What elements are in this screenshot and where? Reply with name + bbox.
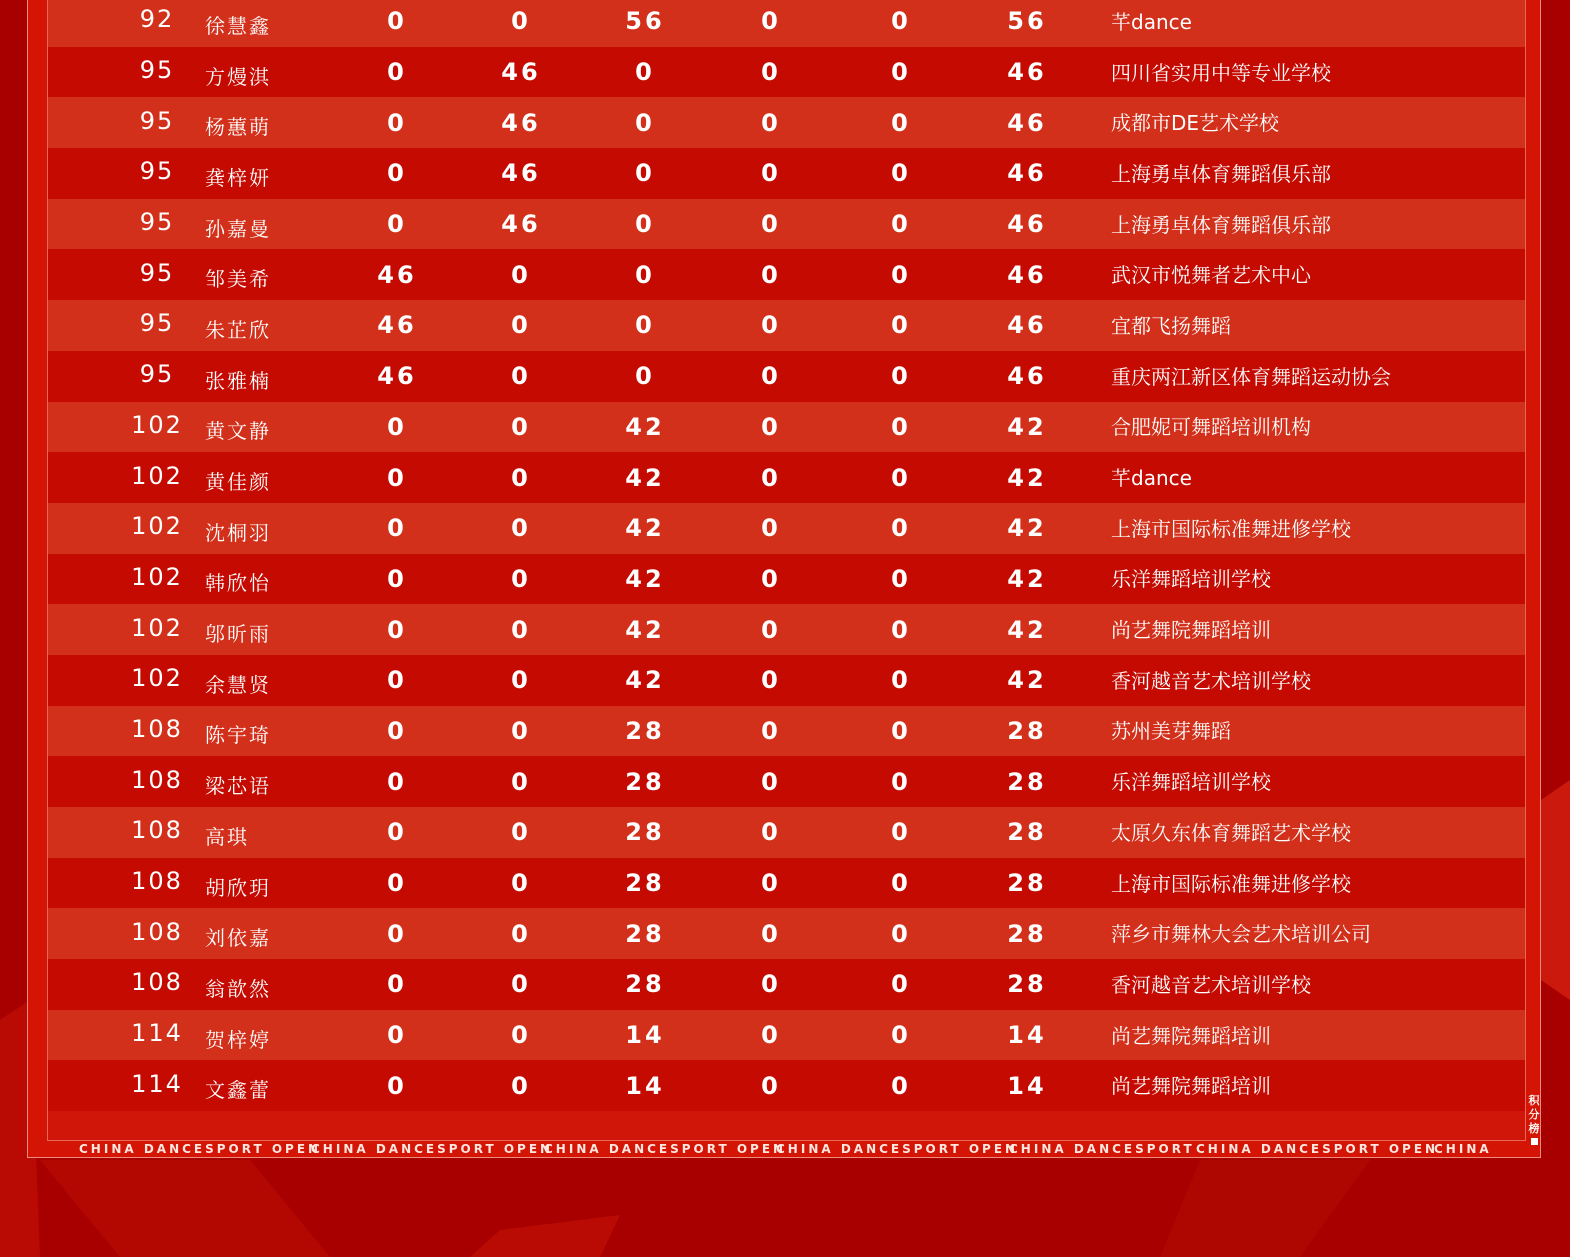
- score-1: 0: [387, 919, 407, 948]
- organization: 尚艺舞院舞蹈培训: [1111, 618, 1271, 643]
- score-1: 0: [387, 615, 407, 644]
- athlete-name: 高琪: [205, 824, 249, 849]
- total-score: 28: [1007, 869, 1047, 898]
- score-2: 46: [501, 210, 541, 239]
- side-label-char: 榜: [1528, 1122, 1540, 1135]
- score-4: 0: [761, 463, 781, 492]
- athlete-name: 陈宇琦: [205, 723, 271, 748]
- organization: 上海市国际标准舞进修学校: [1111, 871, 1351, 896]
- rank-cell: 108: [131, 714, 183, 743]
- table-row: [48, 249, 1525, 300]
- score-4: 0: [761, 58, 781, 87]
- score-1: 0: [387, 58, 407, 87]
- score-5: 0: [891, 412, 911, 441]
- organization: 芊dance: [1111, 9, 1192, 34]
- total-score: 46: [1007, 58, 1047, 87]
- score-3: 28: [625, 970, 665, 999]
- athlete-name: 杨蕙萌: [205, 115, 271, 140]
- score-1: 0: [387, 818, 407, 847]
- organization: 萍乡市舞林大会艺术培训公司: [1111, 922, 1371, 947]
- table-row: [48, 148, 1525, 199]
- total-score: 46: [1007, 260, 1047, 289]
- table-row: [48, 908, 1525, 959]
- score-5: 0: [891, 362, 911, 391]
- organization: 宜都飞扬舞蹈: [1111, 313, 1231, 338]
- rank-cell: 95: [139, 106, 175, 135]
- athlete-name: 翁歆然: [205, 976, 271, 1001]
- score-5: 0: [891, 615, 911, 644]
- table-row: [48, 706, 1525, 757]
- organization: 乐洋舞蹈培训学校: [1111, 770, 1271, 795]
- score-4: 0: [761, 412, 781, 441]
- athlete-name: 余慧贤: [205, 672, 271, 697]
- score-1: 0: [387, 7, 407, 36]
- athlete-name: 邹美希: [205, 267, 271, 292]
- score-4: 0: [761, 818, 781, 847]
- score-2: 0: [511, 7, 531, 36]
- score-1: 0: [387, 159, 407, 188]
- score-3: 42: [625, 412, 665, 441]
- score-5: 0: [891, 970, 911, 999]
- score-2: 0: [511, 1021, 531, 1050]
- table-row: [48, 1010, 1525, 1061]
- table-row: [48, 604, 1525, 655]
- square-icon: [1531, 1138, 1538, 1145]
- score-5: 0: [891, 818, 911, 847]
- rank-cell: 92: [139, 5, 175, 34]
- organization: 香河越音艺术培训学校: [1111, 972, 1311, 997]
- total-score: 28: [1007, 818, 1047, 847]
- organization: 四川省实用中等专业学校: [1111, 60, 1331, 85]
- athlete-name: 文鑫蕾: [205, 1078, 271, 1103]
- total-score: 42: [1007, 615, 1047, 644]
- table-row: [48, 858, 1525, 909]
- score-1: 0: [387, 514, 407, 543]
- score-3: 0: [635, 260, 655, 289]
- rank-cell: 102: [131, 613, 183, 642]
- score-3: 42: [625, 514, 665, 543]
- ticker-text: CHINA DANCESPORT OPEN: [311, 1142, 554, 1156]
- total-score: 46: [1007, 362, 1047, 391]
- total-score: 46: [1007, 159, 1047, 188]
- score-2: 46: [501, 159, 541, 188]
- rank-cell: 95: [139, 360, 175, 389]
- organization: 合肥妮可舞蹈培训机构: [1111, 415, 1311, 440]
- score-1: 0: [387, 1071, 407, 1100]
- score-1: 0: [387, 869, 407, 898]
- athlete-name: 沈桐羽: [205, 520, 271, 545]
- score-3: 42: [625, 564, 665, 593]
- score-4: 0: [761, 311, 781, 340]
- ticker-text: CHINA DANCESPORT: [1009, 1142, 1195, 1156]
- athlete-name: 龚梓妍: [205, 165, 271, 190]
- table-row: [48, 402, 1525, 453]
- score-1: 0: [387, 666, 407, 695]
- score-1: 0: [387, 564, 407, 593]
- score-1: 0: [387, 767, 407, 796]
- total-score: 42: [1007, 463, 1047, 492]
- athlete-name: 张雅楠: [205, 368, 271, 393]
- rank-cell: 95: [139, 157, 175, 186]
- rank-cell: 114: [131, 1019, 183, 1048]
- table-row: [48, 756, 1525, 807]
- organization: 重庆两江新区体育舞蹈运动协会: [1111, 364, 1391, 389]
- athlete-name: 朱芷欣: [205, 317, 271, 342]
- score-4: 0: [761, 260, 781, 289]
- score-4: 0: [761, 564, 781, 593]
- score-3: 28: [625, 818, 665, 847]
- score-4: 0: [761, 362, 781, 391]
- score-1: 0: [387, 210, 407, 239]
- rank-cell: 102: [131, 562, 183, 591]
- athlete-name: 梁芯语: [205, 774, 271, 799]
- total-score: 46: [1007, 108, 1047, 137]
- rank-cell: 108: [131, 917, 183, 946]
- score-1: 0: [387, 108, 407, 137]
- table-row: [48, 300, 1525, 351]
- table-row: [48, 959, 1525, 1010]
- ticker-text: CHINA DANCESPORT OPEN: [1196, 1142, 1439, 1156]
- organization: 上海市国际标准舞进修学校: [1111, 516, 1351, 541]
- score-5: 0: [891, 210, 911, 239]
- score-5: 0: [891, 58, 911, 87]
- total-score: 28: [1007, 716, 1047, 745]
- score-2: 0: [511, 970, 531, 999]
- score-5: 0: [891, 564, 911, 593]
- organization: 上海勇卓体育舞蹈俱乐部: [1111, 161, 1331, 186]
- score-5: 0: [891, 919, 911, 948]
- rank-cell: 108: [131, 765, 183, 794]
- score-1: 0: [387, 1021, 407, 1050]
- score-1: 0: [387, 970, 407, 999]
- score-5: 0: [891, 767, 911, 796]
- rank-cell: 108: [131, 968, 183, 997]
- total-score: 28: [1007, 767, 1047, 796]
- athlete-name: 刘依嘉: [205, 926, 271, 951]
- score-2: 0: [511, 1071, 531, 1100]
- score-4: 0: [761, 666, 781, 695]
- score-2: 0: [511, 260, 531, 289]
- ranking-table: [48, 0, 1525, 1111]
- score-4: 0: [761, 1071, 781, 1100]
- score-3: 14: [625, 1071, 665, 1100]
- rank-cell: 102: [131, 664, 183, 693]
- score-4: 0: [761, 108, 781, 137]
- score-3: 42: [625, 463, 665, 492]
- total-score: 42: [1007, 412, 1047, 441]
- score-5: 0: [891, 108, 911, 137]
- table-row: [48, 47, 1525, 98]
- score-5: 0: [891, 311, 911, 340]
- score-5: 0: [891, 716, 911, 745]
- total-score: 56: [1007, 7, 1047, 36]
- score-1: 46: [377, 260, 417, 289]
- score-2: 0: [511, 818, 531, 847]
- score-4: 0: [761, 869, 781, 898]
- athlete-name: 黄佳颜: [205, 470, 271, 495]
- total-score: 46: [1007, 311, 1047, 340]
- score-5: 0: [891, 7, 911, 36]
- total-score: 42: [1007, 666, 1047, 695]
- organization: 上海勇卓体育舞蹈俱乐部: [1111, 212, 1331, 237]
- ticker-text: CHINA DANCESPORT OPEN: [776, 1142, 1019, 1156]
- score-3: 28: [625, 716, 665, 745]
- total-score: 42: [1007, 564, 1047, 593]
- side-label-char: 积: [1528, 1094, 1540, 1107]
- total-score: 28: [1007, 970, 1047, 999]
- total-score: 28: [1007, 919, 1047, 948]
- brand-ticker: [48, 1139, 1525, 1159]
- score-4: 0: [761, 159, 781, 188]
- score-3: 0: [635, 108, 655, 137]
- athlete-name: 徐慧鑫: [205, 13, 271, 38]
- ticker-text: CHINA DANCESPORT OPEN: [544, 1142, 787, 1156]
- rank-cell: 102: [131, 461, 183, 490]
- athlete-name: 贺梓婷: [205, 1027, 271, 1052]
- score-2: 0: [511, 716, 531, 745]
- rank-cell: 114: [131, 1069, 183, 1098]
- total-score: 14: [1007, 1071, 1047, 1100]
- score-4: 0: [761, 716, 781, 745]
- score-5: 0: [891, 666, 911, 695]
- score-3: 0: [635, 362, 655, 391]
- score-1: 46: [377, 362, 417, 391]
- organization: 苏州美芽舞蹈: [1111, 719, 1231, 744]
- table-row: [48, 1060, 1525, 1111]
- rank-cell: 102: [131, 410, 183, 439]
- score-1: 0: [387, 463, 407, 492]
- table-row: [48, 97, 1525, 148]
- score-3: 28: [625, 767, 665, 796]
- athlete-name: 邬昕雨: [205, 622, 271, 647]
- rank-cell: 95: [139, 208, 175, 237]
- rank-cell: 95: [139, 309, 175, 338]
- score-2: 0: [511, 666, 531, 695]
- organization: 成都市DE艺术学校: [1111, 111, 1280, 136]
- score-4: 0: [761, 919, 781, 948]
- organization: 香河越音艺术培训学校: [1111, 668, 1311, 693]
- score-3: 42: [625, 615, 665, 644]
- score-3: 0: [635, 159, 655, 188]
- score-4: 0: [761, 615, 781, 644]
- athlete-name: 韩欣怡: [205, 571, 271, 596]
- score-5: 0: [891, 1071, 911, 1100]
- score-2: 46: [501, 58, 541, 87]
- score-3: 28: [625, 869, 665, 898]
- score-5: 0: [891, 869, 911, 898]
- total-score: 14: [1007, 1021, 1047, 1050]
- score-3: 42: [625, 666, 665, 695]
- score-3: 14: [625, 1021, 665, 1050]
- total-score: 46: [1007, 210, 1047, 239]
- score-2: 0: [511, 767, 531, 796]
- score-4: 0: [761, 1021, 781, 1050]
- score-2: 0: [511, 615, 531, 644]
- total-score: 42: [1007, 514, 1047, 543]
- score-3: 0: [635, 311, 655, 340]
- table-row: [48, 655, 1525, 706]
- table-row: [48, 807, 1525, 858]
- score-5: 0: [891, 1021, 911, 1050]
- side-label-char: 分: [1528, 1108, 1540, 1121]
- rank-cell: 95: [139, 56, 175, 85]
- table-row: [48, 452, 1525, 503]
- score-2: 0: [511, 311, 531, 340]
- table-row: [48, 0, 1525, 47]
- score-3: 0: [635, 210, 655, 239]
- score-4: 0: [761, 210, 781, 239]
- side-label: [1527, 1094, 1541, 1145]
- organization: 尚艺舞院舞蹈培训: [1111, 1074, 1271, 1099]
- score-2: 0: [511, 362, 531, 391]
- organization: 乐洋舞蹈培训学校: [1111, 567, 1271, 592]
- score-3: 56: [625, 7, 665, 36]
- table-row: [48, 503, 1525, 554]
- score-5: 0: [891, 514, 911, 543]
- score-5: 0: [891, 463, 911, 492]
- score-1: 0: [387, 412, 407, 441]
- rank-cell: 102: [131, 512, 183, 541]
- score-2: 0: [511, 919, 531, 948]
- score-1: 0: [387, 716, 407, 745]
- score-2: 0: [511, 564, 531, 593]
- athlete-name: 黄文静: [205, 419, 271, 444]
- organization: 太原久东体育舞蹈艺术学校: [1111, 820, 1351, 845]
- score-4: 0: [761, 767, 781, 796]
- score-2: 0: [511, 514, 531, 543]
- score-4: 0: [761, 970, 781, 999]
- score-4: 0: [761, 514, 781, 543]
- ticker-text: CHINA DANCESPORT OPEN: [79, 1142, 322, 1156]
- table-row: [48, 554, 1525, 605]
- score-1: 46: [377, 311, 417, 340]
- rank-cell: 108: [131, 867, 183, 896]
- score-5: 0: [891, 260, 911, 289]
- ticker-text: CHINA: [1434, 1142, 1492, 1156]
- organization: 武汉市悦舞者艺术中心: [1111, 263, 1311, 288]
- score-3: 28: [625, 919, 665, 948]
- table-row: [48, 199, 1525, 250]
- athlete-name: 孙嘉曼: [205, 216, 271, 241]
- athlete-name: 胡欣玥: [205, 875, 271, 900]
- rank-cell: 95: [139, 258, 175, 287]
- score-3: 0: [635, 58, 655, 87]
- score-2: 0: [511, 412, 531, 441]
- score-2: 46: [501, 108, 541, 137]
- score-2: 0: [511, 463, 531, 492]
- athlete-name: 方熳淇: [205, 64, 271, 89]
- score-4: 0: [761, 7, 781, 36]
- table-row: [48, 351, 1525, 402]
- score-5: 0: [891, 159, 911, 188]
- rank-cell: 108: [131, 816, 183, 845]
- score-2: 0: [511, 869, 531, 898]
- organization: 尚艺舞院舞蹈培训: [1111, 1023, 1271, 1048]
- organization: 芊dance: [1111, 466, 1192, 491]
